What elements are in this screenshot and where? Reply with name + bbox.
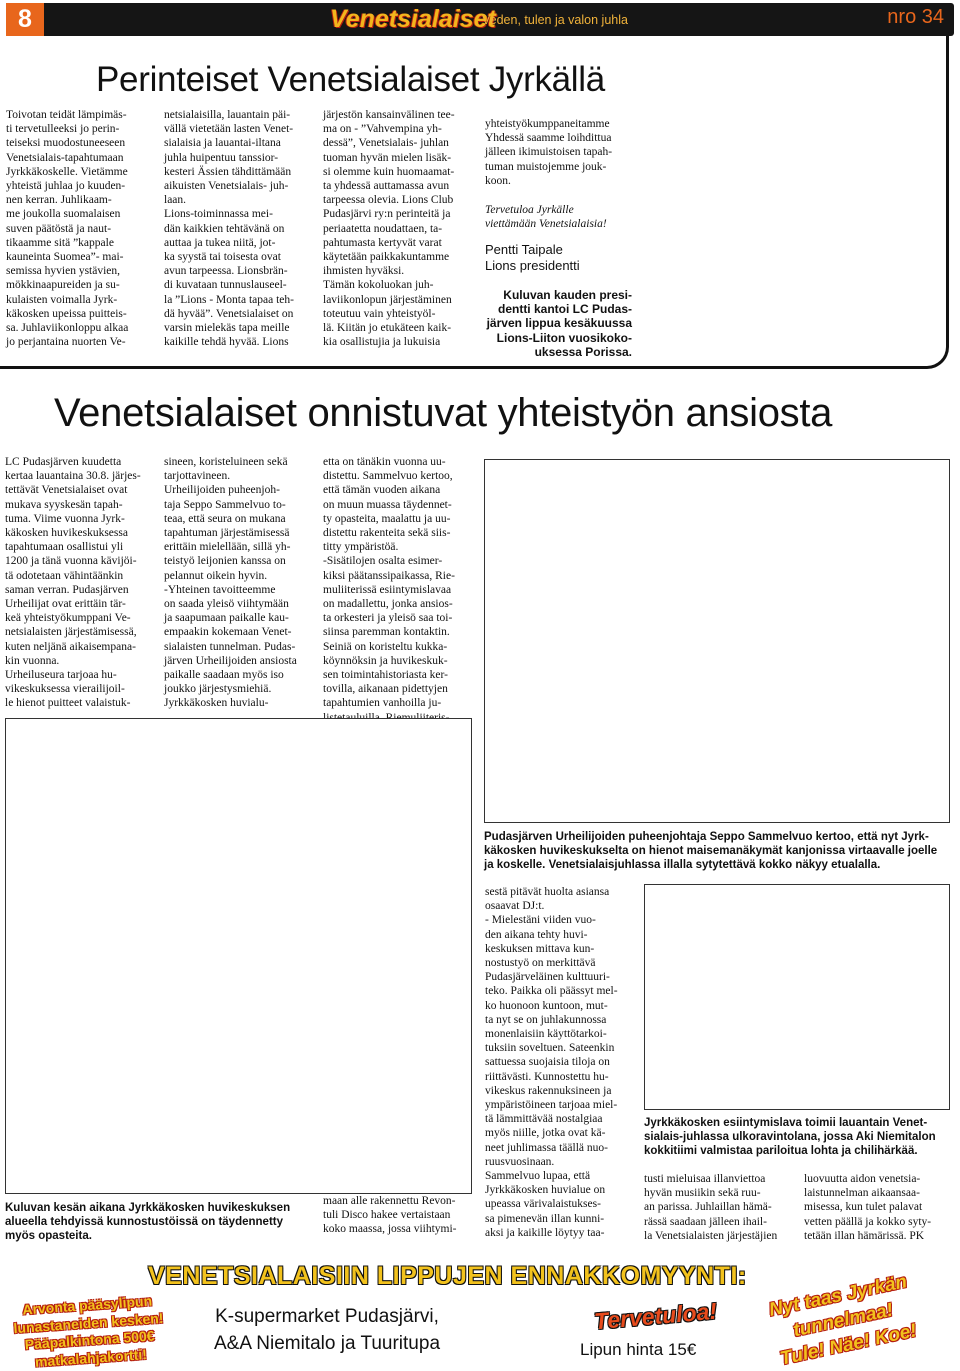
- issue-number: nro 34: [887, 6, 944, 28]
- article2-column-3: etta on tänäkin vuonna uu- distettu. Sammelvuo kertoo, että tämän vuoden aikana on muun muassa täydennet- ty opasteita, maalattu ja uu- distettu rakenteita sekä siis- titty ympäristöä. -Sisätilojen osalta esimer- kiksi päätanssipaikassa, Rie- muliiterissä esiintymislavaa on madallettu, jonka ansios- ta orkesteri ja yleisö saa toi- siinsa paremman kontaktin. Seiniä on koristeltu kukka- köynnöksin ja huvikeskuk- sen toimintahistoriasta ker- tovilla, aikanaan pidettyjen tapahtumien vanhoilla ju- maan alle rakennettu Revon- tuli Disco hakee vertaistaan koko maassa, jossa viihtymi-: [323, 456, 457, 1235]
- article1-column-3: järjestön kansainvälinen tee- ma on - ”Vahvempina yh- dessä”, Venetsialais- juhlan tuoman hyvän mielen lisäk- si olemme kuin huomaamat- ta yhdessä auttamassa avun tarpeessa olevia. Lions Club Pudasjärvi ry:n perinteitä ja periaatetta noudattaen, ta- pahtumasta kertyvät varat käytetään paikkakuntamme ihmisten hyväksi. Tämän kokoluokan juh- laviikonlopun järjestäminen toteutuu vain yhteistyöl- lä. Kiitän jo etukäteen kaik- kia osallistujia ja lukuisia: [323, 109, 455, 349]
- article1-headline: Perinteiset Venetsialaiset Jyrkällä: [96, 60, 605, 99]
- article2-column-1: LC Pudasjärven kuudetta kertaa lauantaina 30.8. järjes- tettävät Venetsialaiset ovat mukava syyskesän tapah- tuma. Viime vuonna Jyrk- käkosken huvikeskuksessa tapahtumaan osallistui yli 1200 ja tänä vuonna kävijöi- tä odotetaan vähintäänkin saman verran. Pudasjärven Urheilijat ovat erittäin tär- keä yhteistyökumppani Ve- netsialaisten järjestämisessä, kuten neljänä aikaisempana- kin vuonna. Urheiluseura tarjoaa hu- vikeskuksessa vierailijoil- le hienot puitteet valaistuk-: [5, 456, 141, 710]
- photo-stage-restaurant: [644, 884, 950, 1110]
- paper-name-logo: Venetsialaiset: [330, 5, 496, 33]
- paper-slogan: Veden, tulen ja valon juhla: [482, 13, 628, 27]
- event-slogan: Nyt taas Jyrkän tunnelmaa! Tule! Näe! Koe!: [767, 1271, 919, 1370]
- caption-signposts-photo: Kuluvan kesän aikana Jyrkkäkosken huvikeskuksen alueella tehdyissä kunnostustöissä on täydennetty myös opasteita.: [5, 1202, 291, 1242]
- article1-closing: Tervetuloa Jyrkälle viettämään Venetsialaisia!: [485, 204, 607, 231]
- signature-title: Lions presidentti: [485, 258, 580, 273]
- article2-column-6: luovuutta aidon venetsia- laistunnelman aikaansaa- misessa, kun tulet palavat vetten päällä ja kokko syty- tetään illan hämärissä. PK: [804, 1173, 932, 1242]
- award-caption: Kuluvan kauden presi- dentti kantoi LC Pudas- järven lippua kesäkuussa Lions-Liiton vuosikoko- uksessa Porissa.: [486, 288, 632, 359]
- article1-column-4: yhteistyökumppaneitamme Yhdessä saamme loihdittua jälleen ikimuistoisen tapah- tuman muistojemme jouk- koon.: [485, 118, 613, 187]
- ticket-price: Lipun hinta 15€: [580, 1340, 697, 1359]
- article2-column-2: sineen, koristeluineen sekä tarjottavineen. Urheilijoiden puheenjoh- taja Seppo Sammelvuo to- teaa, että seura on mukana tapahtuman järjestämisessä erittäin mielellään, sillä yh- teistyö leijonien kanssa on pelannut oikein hyvin. -Yhteinen tavoitteemme on saada yleisö viihtymään ja saapumaan paikalle kau- empaakin kokemaan Venet- sialaisten tunnelman. Pudas- järven Urheilijoiden ansiosta paikalle saadaan myös iso joukko järjestysmiehiä. Jyrkkäkosken huvialu-: [164, 456, 297, 710]
- signature-name: Pentti Taipale: [485, 242, 563, 257]
- page-number: 8: [6, 3, 44, 36]
- welcome-text: Tervetuloa!: [593, 1297, 718, 1335]
- photo-riverside-view: [484, 459, 950, 823]
- article2-column-4: sestä pitävät huolta asiansa osaavat DJ:t. - Mielestäni viiden vuo- den aikana tehty huvi- keskuksen mittava kun- nostustyö on merkittävä Pudasjärveläinen kulttuuri- teko. Paikka oli päässyt mel- ko huonoon kuntoon, mut- ta nyt se on juhlakunnossa monenlaisiin käyttötarkoi- tuksiin soveltuen. Sateenkin sattuessa suojaisia tiloja on riittävästi. Kunnostettu hu- vikeskus rakennuksineen ja ympäristöineen tarjoaa miel- tä lämmittävää nostalgiaa myös niille, jotka ovat kä- neet juhlimassa täällä nuo- ruusvuosinaan. Sammelvuo lupaa, että Jyrkkäkosken huvialue on upeassa värivalaistukses- sa pimenevän illan kunni- aksi ja kaikille löytyy taa-: [485, 886, 618, 1239]
- article1-column-1: Toivotan teidät lämpimäs- ti tervetulleeksi jo perin- teiseksi muodostuneeseen Venetsialais-tapahtumaan Jyrkkäkoskelle. Vietämme yhteistä juhlaa jo kuuden- nen kerran. Juhlikaam- me joukolla suomalaisen suven päätöstä ja naut- tikaamme sitä ”kappale kauneinta Suomea”- mai- semissa hyvien ystävien, mökkinaapureiden ja su- kulaisten voimalla Jyrk- käkosken upeissa puitteis- sa. Juhlaviikonloppu alkaa jo perjantaina nuorten Ve-: [6, 109, 129, 349]
- article2-column-5: tusti mieluisaa illanviettoa hyvän musiikin sekä ruu- an parissa. Juhlaillan hämä- rässä saadaan jälleen ihail- la Venetsialaisten järjestäjien: [644, 1173, 778, 1242]
- article2-headline: Venetsialaiset onnistuvat yhteistyön ansiosta: [54, 391, 833, 435]
- caption-riverside-photo: Pudasjärven Urheilijoiden puheenjohtaja Seppo Sammelvuo kertoo, että nyt Jyrk- käkosken huvikeskukselta on hienot maisemanäkymät kanjonissa virtaavalle joelle ja koskelle. Venetsialaisjuhlassa illalla sytytettävä kokko näkyy etualalla.: [484, 831, 938, 871]
- article1-column-2: netsialaisilla, lauantain päi- vällä vietetään lasten Venet- sialaisia ja lauantai-iltana juhla huipentuu tanssior- kesteri Ässien tähdittämään aikuisten Venetsialais- juh- laan. Lions-toiminnassa mei- dän kaikkien tehtävänä on auttaa ja tukea niitä, jot- ka syystä tai toisesta ovat avun tarpeessa. Lionsbrän- di kuvataan tunnuslauseel- la ”Lions - Monta tapaa teh- dä hyvää”. Venetsialaiset on varsin mielekäs tapa meille kaikille tehdä hyvää. Lions: [164, 109, 294, 349]
- ticket-sellers: K-supermarket Pudasjärvi, A&A Niemitalo ja Tuuritupa: [214, 1306, 441, 1354]
- caption-stage-photo: Jyrkkäkosken esiintymislava toimii lauantain Venet- sialais-juhlassa ulkoravintolana, jossa Aki Niemitalon kokkitiimi valmistaa pariloitua lohta ja chilihärkää.: [644, 1117, 936, 1157]
- photo-signposts: [5, 718, 472, 1194]
- lottery-announcement: Arvonta pääsylipun lunastaneiden kesken! Pääpalkintona 500€ matkalahjakortti!: [12, 1292, 164, 1370]
- presale-banner: VENETSIALAISIIN LIPPUJEN ENNAKKOMYYNTI:: [148, 1262, 747, 1290]
